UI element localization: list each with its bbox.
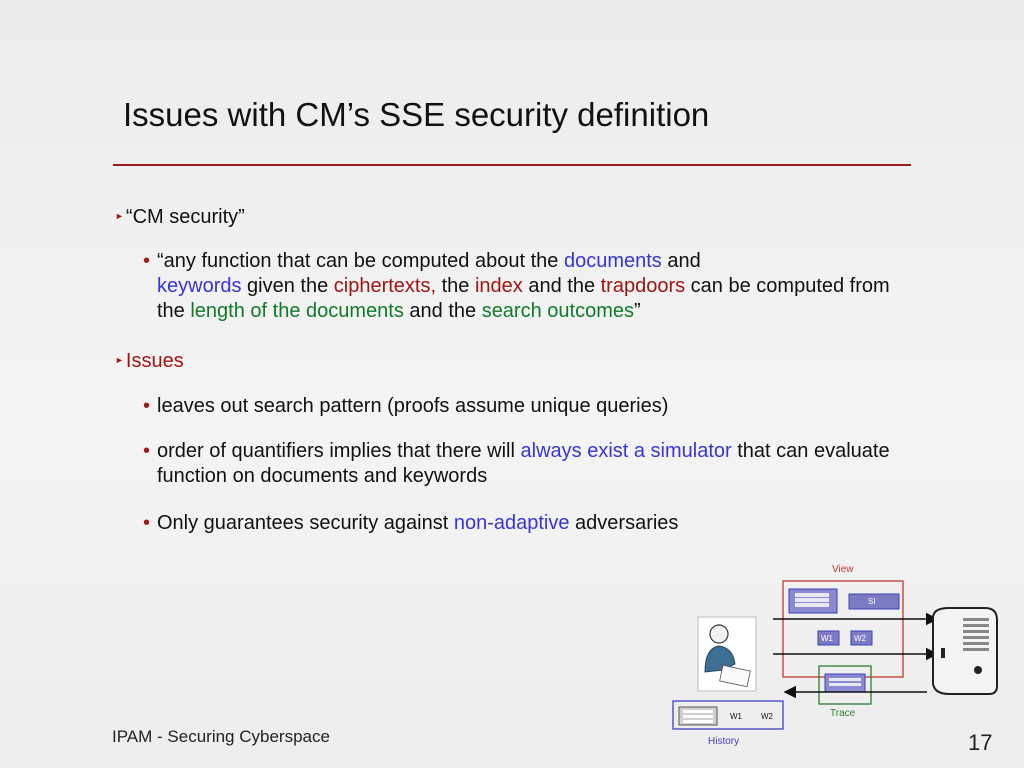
term-always-exist-simulator: always exist a simulator — [520, 440, 732, 462]
term-ciphertexts: ciphertexts, — [333, 275, 437, 297]
view-label: View — [832, 564, 854, 575]
dot-bullet-icon: • — [143, 440, 151, 462]
server-computer-icon — [933, 608, 997, 694]
doc-sheet — [683, 715, 713, 718]
bullet-issues-text: Issues — [125, 350, 184, 372]
issue3-part: adversaries — [569, 512, 679, 534]
definition-part: ” — [633, 300, 641, 322]
definition-part: can be computed from the — [157, 275, 890, 322]
w1-label: W1 — [821, 634, 833, 643]
definition-part: the — [436, 275, 475, 297]
doc-sheet — [829, 683, 861, 686]
issue2-text — [143, 439, 913, 489]
term-documents: documents — [563, 250, 662, 272]
definition-part: given the — [241, 275, 334, 297]
dot-bullet-icon: • — [143, 512, 151, 534]
definition-part: and the — [403, 300, 482, 322]
bullet-definition — [143, 249, 903, 324]
triangle-bullet-icon: ► — [115, 211, 124, 221]
doc-sheet — [795, 603, 829, 607]
bullet-issue-quantifiers — [143, 439, 913, 489]
bullet-issue-non-adaptive — [143, 511, 903, 536]
definition-part: and — [661, 250, 701, 272]
term-trapdoors: trapdoors — [600, 275, 686, 297]
bullet-issue-search-pattern — [143, 394, 903, 419]
definition-text — [143, 249, 903, 324]
term-search-outcomes: search outcomes — [481, 300, 634, 322]
doc-sheet — [683, 710, 713, 713]
dot-bullet-icon: • — [143, 395, 151, 417]
term-index: index — [474, 275, 523, 297]
bullet-issues — [115, 348, 184, 373]
definition-part: “any function that can be computed about the — [157, 250, 564, 272]
slide-title: Issues with CM’s SSE security definition — [123, 96, 710, 133]
page-number: 17 — [968, 730, 993, 755]
term-length-of-documents: length of the documents — [190, 300, 404, 322]
footer-conference: IPAM - Securing Cyberspace — [112, 727, 330, 746]
issue1-text: leaves out search pattern (proofs assume unique queries) — [157, 395, 669, 417]
si-label: SI — [868, 597, 876, 606]
title-divider — [113, 164, 911, 166]
term-non-adaptive: non-adaptive — [453, 512, 570, 534]
w2-label: W2 — [854, 634, 866, 643]
doc-sheet — [795, 598, 829, 602]
history-w1-label: W1 — [730, 712, 742, 721]
bullet-cm-security — [115, 204, 245, 229]
term-keywords: keywords — [157, 275, 242, 297]
history-w2-label: W2 — [761, 712, 773, 721]
triangle-bullet-icon: ► — [115, 355, 124, 365]
definition-part: and the — [522, 275, 601, 297]
diagram-graphic — [665, 560, 1005, 755]
doc-sheet — [683, 720, 713, 723]
issue2-part: that can evaluate function on documents and keywords — [157, 440, 890, 487]
bullet-cm-security-text: “CM security” — [125, 206, 245, 228]
issue3-part: Only guarantees security against — [157, 512, 454, 534]
user-head — [710, 625, 728, 643]
view-trace-history-diagram — [665, 560, 1005, 755]
issue3-text — [143, 511, 903, 536]
history-label: History — [708, 736, 740, 747]
issue2-part: order of quantifiers implies that there will — [157, 440, 521, 462]
doc-sheet — [829, 678, 861, 681]
trace-label: Trace — [830, 708, 856, 719]
dot-bullet-icon: • — [143, 250, 151, 272]
doc-sheet — [795, 593, 829, 597]
